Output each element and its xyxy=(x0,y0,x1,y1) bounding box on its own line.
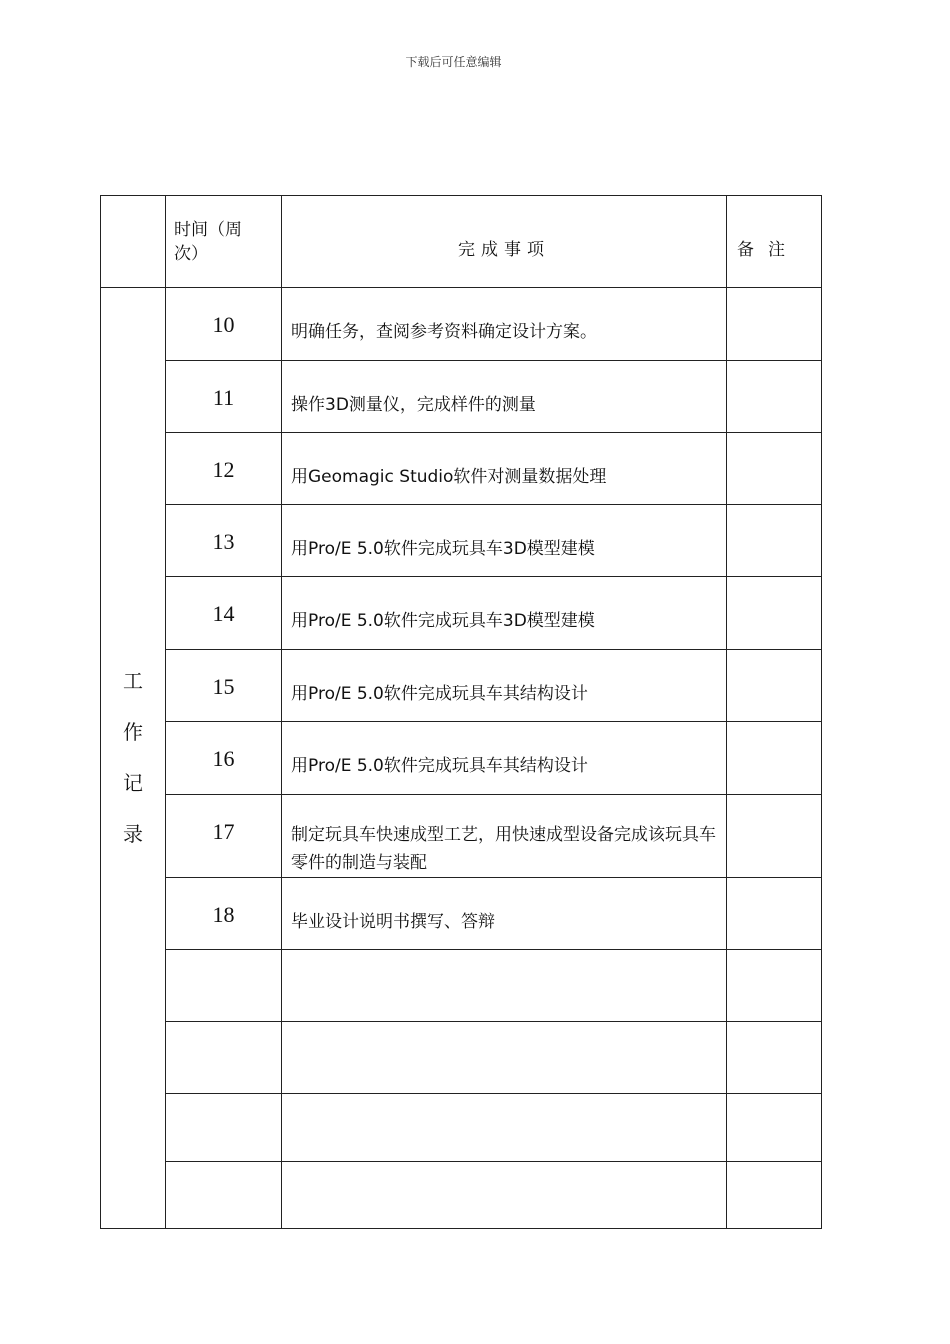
table-row xyxy=(101,1022,822,1094)
table-row xyxy=(101,950,822,1022)
note-cell xyxy=(727,722,822,795)
table-row xyxy=(101,795,822,878)
note-cell xyxy=(727,577,822,650)
table-row xyxy=(101,722,822,795)
table-row xyxy=(101,361,822,433)
week-cell: 16 xyxy=(166,722,282,795)
table-row xyxy=(101,577,822,650)
week-cell: 15 xyxy=(166,650,282,722)
side-label-char: 录 xyxy=(123,822,143,846)
header-note: 下载后可任意编辑 xyxy=(405,55,502,69)
side-label-char: 工 xyxy=(123,669,143,693)
task-cell: 用Pro/E 5.0软件完成玩具车3D模型建模 xyxy=(282,577,727,650)
week-cell: 14 xyxy=(166,577,282,650)
header-time-line2: 次） xyxy=(174,243,208,264)
header-note-cell: 备注 xyxy=(727,196,822,288)
table-row xyxy=(101,1094,822,1162)
week-cell xyxy=(166,950,282,1022)
task-cell: 操作3D测量仪，完成样件的测量 xyxy=(282,361,727,433)
task-cell: 用Geomagic Studio软件对测量数据处理 xyxy=(282,433,727,505)
task-cell xyxy=(282,1162,727,1229)
week-cell: 11 xyxy=(166,361,282,433)
side-label-char: 作 xyxy=(123,720,143,744)
note-cell xyxy=(727,878,822,950)
side-label-cell xyxy=(101,288,166,1229)
note-cell xyxy=(727,505,822,577)
task-cell: 用Pro/E 5.0软件完成玩具车3D模型建模 xyxy=(282,505,727,577)
task-cell: 明确任务，查阅参考资料确定设计方案。 xyxy=(282,288,727,361)
week-cell: 12 xyxy=(166,433,282,505)
task-cell xyxy=(282,1022,727,1094)
note-cell xyxy=(727,950,822,1022)
table-row xyxy=(101,878,822,950)
header-time-line1: 时间（周 xyxy=(174,219,242,240)
week-cell xyxy=(166,1162,282,1229)
task-cell xyxy=(282,1094,727,1162)
note-cell xyxy=(727,650,822,722)
header-time-cell xyxy=(166,196,282,288)
task-cell: 用Pro/E 5.0软件完成玩具车其结构设计 xyxy=(282,722,727,795)
week-cell: 18 xyxy=(166,878,282,950)
table-header-row xyxy=(101,196,822,288)
note-cell xyxy=(727,1162,822,1229)
table-row xyxy=(101,650,822,722)
table-row xyxy=(101,288,822,361)
note-cell xyxy=(727,1094,822,1162)
week-cell: 10 xyxy=(166,288,282,361)
task-cell: 制定玩具车快速成型工艺，用快速成型设备完成该玩具车零件的制造与装配 xyxy=(282,795,727,878)
note-cell xyxy=(727,795,822,878)
week-cell: 17 xyxy=(166,795,282,878)
header-task-cell: 完成事项 xyxy=(282,196,727,288)
task-cell xyxy=(282,950,727,1022)
task-cell: 毕业设计说明书撰写、答辩 xyxy=(282,878,727,950)
header-blank-cell xyxy=(101,196,166,288)
note-cell xyxy=(727,1022,822,1094)
note-cell xyxy=(727,361,822,433)
table-row xyxy=(101,433,822,505)
task-cell: 用Pro/E 5.0软件完成玩具车其结构设计 xyxy=(282,650,727,722)
note-cell xyxy=(727,433,822,505)
table-row xyxy=(101,505,822,577)
table-row xyxy=(101,1162,822,1229)
table-body xyxy=(101,288,822,1229)
week-cell: 13 xyxy=(166,505,282,577)
side-label-char: 记 xyxy=(123,771,143,795)
note-cell xyxy=(727,288,822,361)
work-log-table xyxy=(100,195,822,1229)
week-cell xyxy=(166,1094,282,1162)
week-cell xyxy=(166,1022,282,1094)
